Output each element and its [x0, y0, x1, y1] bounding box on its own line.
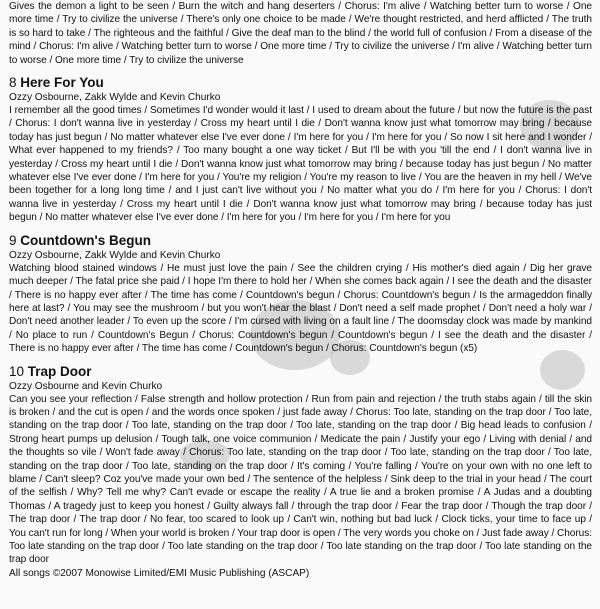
song-lyrics: Watching blood stained windows / He must just love the pain / See the children crying / His mother's died again / Dig her grave much deeper / The fatal price she paid / I hope I'm there to hold her / When she comes back again / I see the death and the disaster / There is no happy ever after / The time has come / Countdown's begun / Chorus: Countdown's begun / Is the armageddon finally here at last? / You may see the mushroom / but you won't hear the blast / Don't need a self made prophet / Don't need a holy war / Don't need another leader / To even up the score / I'm cursed with living on a fault line / The doomsday clock was made by mankind / No place to run / Countdown's Begun / Chorus: Countdown's begun / Countdown's begun / I see the death and the disaster / There is no happy ever after / The time has come / Countdown's begun / Chorus: Countdown's begun (x5)	[9, 262, 592, 355]
song-title: Countdown's Begun	[20, 232, 151, 248]
intro-lyrics: Gives the demon a light to be seen / Burn the witch and hang deserters / Chorus: I'm alive / Watching better turn to worse / One more time / Try to civilize the universe / There's only one choice to be made / We're thought restricted, and herd afflicted / The truth is so hard to take / The righteous and the faithful / Give the deaf man to the blind / the world full of confusion / From a disease of the mind / Chorus: I'm alive / Watching better turn to worse / One more time / Try to civilize the universe / I'm alive / Watching better turn to worse / One more time / Try to civilize the universe	[9, 1, 592, 66]
song-title: Trap Door	[27, 363, 92, 379]
song-8	[9, 75, 592, 225]
song-lyrics: Can you see your reflection / False strength and hollow protection / Run from pain and rejection / the truth stabs again / till the skin is broken / and the cut is open / and the words once spoken / just fade away / Chorus: Too late, standing on the trap door / Too late, standing on the trap door / Too late, standing on the trap door / Too late, standing on the trap door / Big head leads to confusion / Strong heart pumps up delusion / Tough talk, one voice communion / Medicate the pain / Justify your ego / Living with denial / and the thoughts so vile / Won't fade away / Chorus: Too late, standing on the trap door / Too late, standing on the trap door / Too late, standing on the trap door / Too late, standing on the trap door / It's coming / You're falling / You're on your own with no one left to blame / Can't sleep? Coz you've made your own bed / The sentence of the helpless / Sink deep to the trial in your head / The court of the selfish / Why? Tell me why? Can't evade or escape the reality / A true lie and a broken promise / A Judas and a doubting Thomas / A tragedy just to keep you honest / Guilty always fall / through the trap door / Fear the trap door / Though the trap door / The trap door / The trap door / No fear, too scared to look up / Can't win, nothing but bad luck / Clock ticks, your time to face up / You can't run for long / When your world is broken / Your trap door is open / The very words you choke on / Just fade away / Chorus: Too late standing on the trap door / Too late standing on the trap door / Too late standing on the trap door / Too late standing on the trap door	[9, 393, 592, 566]
song-number: 8	[9, 75, 17, 91]
song-heading	[9, 233, 592, 249]
song-lyrics: I remember all the good times / Sometimes I'd wonder would it last / I used to dream about the future / but now the future is the past / Chorus: I don't wanna live in yesterday / Cross my heart until I die / Don't wanna know just what tomorrow may bring / because today has just begun / No matter whatever else I've ever done / I'm here for you / I'm here for you / So now I sit here and I wonder / What ever happened to my friends? / Too many bought a one way ticket / But I'll be with you 'till the end / I don't wanna live in yesterday / Cross my heart until I die / Don't wanna know just what tomorrow may bring / because today has just begun / No matter whatever else I've ever done / I'm here for you / You're my religion / You're my reason to live / You are the heaven in my hell / We've been together for a long long time / and I just can't live without you / No matter what you do / I'm here for you / Chorus: I don't wanna live in yesterday / Cross my heart until I die / Don't wanna know just what tomorrow may bring / because today has just begun / No matter whatever else I've ever done / I'm here for you / I'm here for you / I'm here for you	[9, 105, 592, 224]
song-credits: Ozzy Osbourne, Zakk Wylde and Kevin Churko	[9, 249, 221, 261]
copyright-footer: All songs ©2007 Monowise Limited/EMI Music Publishing (ASCAP)	[9, 567, 310, 579]
song-number: 10	[9, 363, 25, 379]
lyrics-content	[9, 0, 592, 580]
song-number: 9	[9, 232, 17, 248]
song-heading	[9, 75, 592, 91]
song-credits: Ozzy Osbourne and Kevin Churko	[9, 380, 163, 392]
song-9	[9, 233, 592, 356]
song-title: Here For You	[20, 75, 104, 91]
song-10	[9, 364, 592, 567]
song-credits: Ozzy Osbourne, Zakk Wylde and Kevin Churko	[9, 92, 221, 104]
song-heading	[9, 364, 592, 380]
